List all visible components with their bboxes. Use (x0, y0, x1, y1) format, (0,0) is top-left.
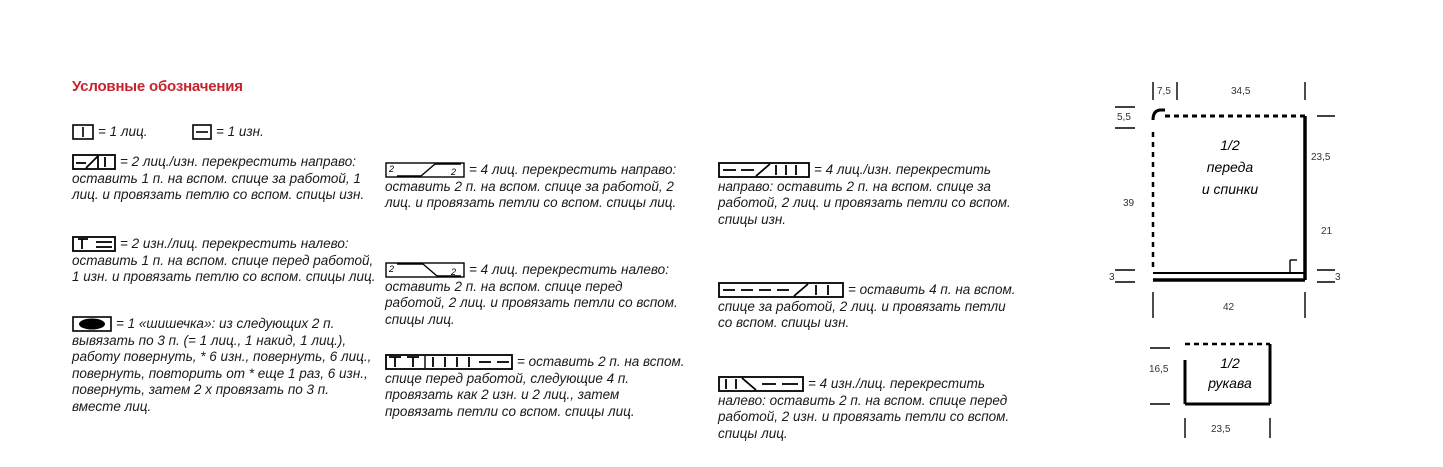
legend-entry-cross-2-front-6: = оставить 2 п. на вспом. спице перед работой, следующие 4 п. провязать как 2 изн. и 2 лиц., затем провязать петли со вспом. спицы лиц. (385, 354, 685, 419)
svg-text:2: 2 (389, 264, 395, 274)
legend-entry-cross-right-4-purl: = 4 лиц./изн. перекрестить направо: оставить 2 п. на вспом. спице за работой, 2 лиц. и провязать петли со вспом. спицы изн. (718, 162, 1011, 227)
dim-body-width: 42 (1223, 302, 1235, 313)
sleeve-piece (1185, 344, 1270, 404)
dim-left-height: 39 (1123, 198, 1135, 209)
pattern-schema (1085, 70, 1405, 455)
body-label-2: переда (1206, 159, 1254, 175)
schema-drawing (1085, 70, 1405, 450)
sleeve-label-1: 1/2 (1220, 355, 1240, 371)
legend-entry-cross-right-2: = 2 лиц./изн. перекрестить направо: оставить 1 п. на вспом. спице за работой, 1 лиц. и провязать петлю со вспом. спицы изн. (72, 154, 365, 202)
cross-right-2-symbol-icon (72, 154, 116, 170)
body-label-1: 1/2 (1220, 137, 1240, 153)
cross-left-4-symbol-icon (385, 262, 465, 278)
legend-entry-cross-4-back: = оставить 4 п. на вспом. спице за работой, 2 лиц. и провязать петли со вспом. спицы изн. (718, 282, 1016, 330)
dim-upper-right: 23,5 (1311, 152, 1331, 163)
dim-hem-right: 3 (1335, 272, 1341, 283)
dim-sleeve-width: 23,5 (1211, 424, 1231, 435)
cross-2-front-6-symbol-icon (385, 354, 513, 370)
cross-right-4-symbol-icon (385, 162, 465, 178)
cross-4-back-symbol-icon (718, 282, 844, 298)
dim-sleeve-height: 16,5 (1149, 364, 1169, 375)
dim-shoulder-left: 7,5 (1157, 86, 1171, 97)
cross-left-4-purl-symbol-icon (718, 376, 804, 392)
svg-text:2: 2 (451, 167, 457, 177)
sleeve-label-2: рукава (1208, 375, 1252, 391)
legend-entry-cross-left-2: = 2 изн./лиц. перекрестить налево: оставить 1 п. на вспом. спице перед работой, 1 изн. и провязать петлю со вспом. спицы лиц. (72, 236, 376, 284)
knit-symbol-icon (72, 124, 94, 140)
purl-symbol-icon (192, 124, 212, 140)
body-label-3: и спинки (1201, 181, 1259, 197)
svg-text:2: 2 (451, 267, 457, 277)
cross-left-2-symbol-icon (72, 236, 116, 252)
legend-title: Условные обозначения (72, 78, 243, 95)
dim-right-lower: 21 (1321, 226, 1333, 237)
legend-entry-knit: = 1 лиц. (72, 124, 377, 141)
legend-entry-cross-left-4-purl: = 4 изн./лиц. перекрестить налево: оставить 2 п. на вспом. спице перед работой, 2 изн. и провязать петли со вспом. спицы лиц. (718, 376, 1010, 441)
legend-entry-purl: = 1 изн. (192, 124, 312, 141)
svg-text:2: 2 (389, 164, 395, 174)
legend-entry-cross-right-4: 2 2 = 4 лиц. перекрестить направо: оставить 2 п. на вспом. спице за работой, 2 лиц. и провязать петли со вспом. спицы лиц. (385, 162, 677, 210)
dim-neck-depth: 5,5 (1117, 112, 1131, 123)
body-piece (1153, 110, 1305, 280)
legend-entry-cross-left-4: 2 2 = 4 лиц. перекрестить налево: оставить 2 п. на вспом. спице перед работой, 2 лиц. и провязать петли со вспом. спицы лиц. (385, 262, 678, 327)
dim-hem-left: 3 (1109, 272, 1115, 283)
bobble-symbol-icon (72, 316, 112, 332)
legend-entry-bobble: = 1 «шишечка»: из следующих 2 п. вывязать по 3 п. (= 1 лиц., 1 накид, 1 лиц.), работу повернуть, * 6 изн., повернуть, 6 лиц., повернуть, повторить от * еще 1 раз, 6 изн., повернуть, затем 2 х провязать по 3 п. вместе лиц. (72, 316, 372, 414)
cross-right-4-purl-symbol-icon (718, 162, 810, 178)
dim-shoulder-width: 34,5 (1231, 86, 1251, 97)
